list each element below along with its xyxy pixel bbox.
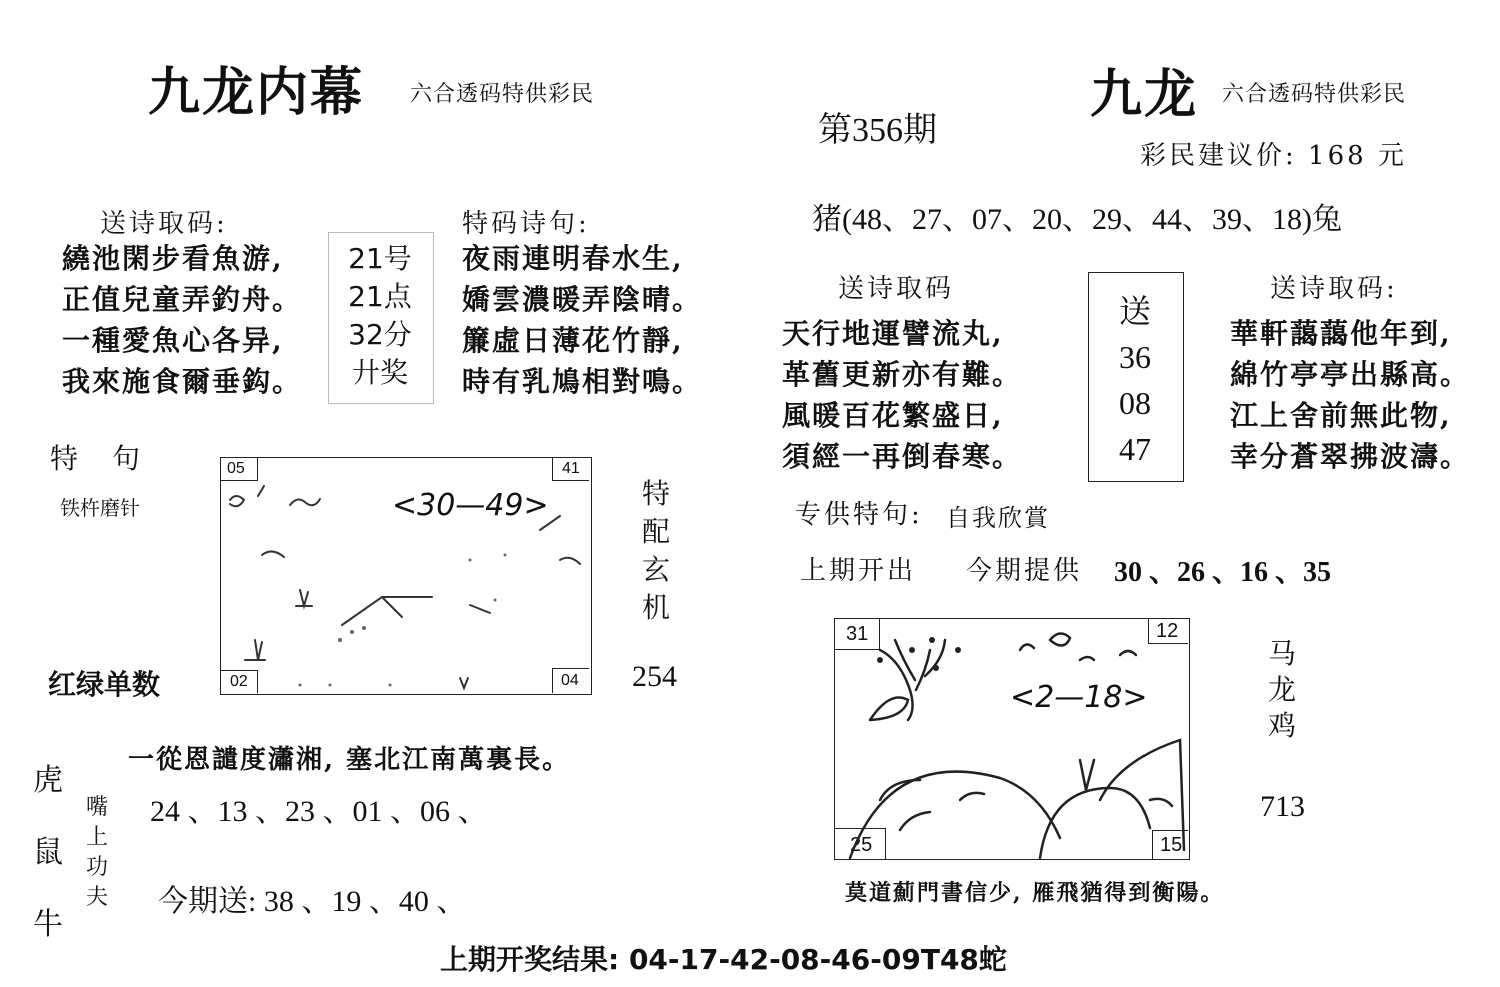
last-result: 上期开奖结果: 04-17-42-08-46-09T48蛇: [440, 943, 1007, 976]
right-poem-heading-right: 送诗取码:: [1270, 274, 1398, 304]
provide-label: 今期提供: [966, 556, 1083, 586]
poem-line: 天行地運譬流丸,: [782, 317, 1004, 350]
zodiac-line: 猪(48、27、07、20、29、44、39、18)兔: [812, 203, 1342, 236]
poem-line: 一種愛魚心各异,: [62, 324, 284, 357]
poem-line: 革舊更新亦有難。: [782, 358, 1023, 391]
corner-tl: 31: [846, 623, 869, 645]
right-center-box-text: 送 36 08 47: [1118, 293, 1151, 467]
draw-hour: 21点: [348, 280, 412, 313]
poem-line: 正值兒童弄釣舟。: [62, 283, 303, 316]
left-side-number: 254: [632, 660, 677, 693]
left-poem-heading: 送诗取码:: [100, 209, 228, 239]
corner-br: 04: [561, 672, 579, 689]
right-title: 九龙: [1090, 64, 1199, 125]
right-sketch-text: <2—18>: [1010, 680, 1148, 715]
right-poem-heading-left: 送诗取码: [838, 274, 955, 304]
poem-line: 簾虛日薄花竹靜,: [462, 324, 684, 357]
draw-number: 21号: [348, 242, 412, 275]
left-title: 九龙内幕: [148, 62, 365, 123]
special-label: 专供特句:: [795, 500, 923, 530]
corner-tl: 05: [227, 460, 245, 477]
last-open-label: 上期开出: [800, 556, 917, 586]
poem-line: 幸分蒼翠拂波濤。: [1230, 440, 1471, 473]
right-side-number: 713: [1260, 790, 1305, 823]
animals: 虎 鼠 牛: [33, 763, 63, 942]
draw-label: 廾奖: [351, 356, 408, 389]
te-ju-value: 铁杵磨针: [60, 496, 140, 520]
corner-bl: 02: [230, 673, 248, 690]
corner-bl: 25: [850, 834, 873, 856]
mouth-numbers: 24 、13 、23 、01 、06 、: [150, 795, 488, 828]
price: 彩民建议价: 168 元: [1140, 141, 1407, 171]
poem-line: 我來施食爾垂鈎。: [62, 365, 303, 398]
corner-tr: 12: [1156, 620, 1179, 642]
mouth-label: 嘴 上 功 夫: [85, 795, 108, 910]
left-side-vertical: 特 配 玄 机: [641, 477, 670, 624]
poem-line: 夜雨連明春水生,: [462, 242, 684, 275]
left-subtitle: 六合透码特供彩民: [410, 82, 595, 107]
issue-number: 第356期: [818, 112, 937, 149]
poem-line: 繞池閑步看魚游,: [62, 242, 284, 275]
left-sketch-text: <30—49>: [392, 488, 549, 523]
poem-line: 嬌雲濃暖弄陰晴。: [462, 283, 703, 316]
poem-line: 江上舍前無此物,: [1230, 399, 1452, 432]
poem-line: 須經一再倒春寒。: [782, 440, 1023, 473]
poem-line: 綿竹亭亭出縣高。: [1230, 358, 1471, 391]
today-send: 今期送: 38 、19 、40 、: [158, 885, 467, 918]
corner-tr: 41: [562, 460, 580, 477]
color-label: 红绿单数: [48, 668, 161, 701]
poem-line: 華軒藹藹他年到,: [1230, 317, 1452, 350]
corner-br: 15: [1160, 834, 1183, 856]
right-side-vertical: 马 龙 鸡: [1267, 637, 1296, 742]
draw-minute: 32分: [348, 318, 412, 351]
poem-line: 時有乳鳩相對鳴。: [462, 365, 703, 398]
poem-line: 風暖百花繁盛日,: [782, 399, 1004, 432]
te-ju-label: 特 句: [50, 442, 144, 475]
provide-numbers: 30 、26 、16 、35: [1114, 557, 1332, 588]
right-bottom-poem: 莫道薊門書信少, 雁飛猶得到衡陽。: [845, 880, 1225, 906]
special-value: 自我欣賞: [946, 504, 1050, 532]
special-heading: 特码诗句:: [462, 209, 590, 239]
right-subtitle: 六合透码特供彩民: [1222, 82, 1407, 107]
long-poem: 一從恩譴度瀟湘, 塞北江南萬裏長。: [128, 745, 571, 775]
